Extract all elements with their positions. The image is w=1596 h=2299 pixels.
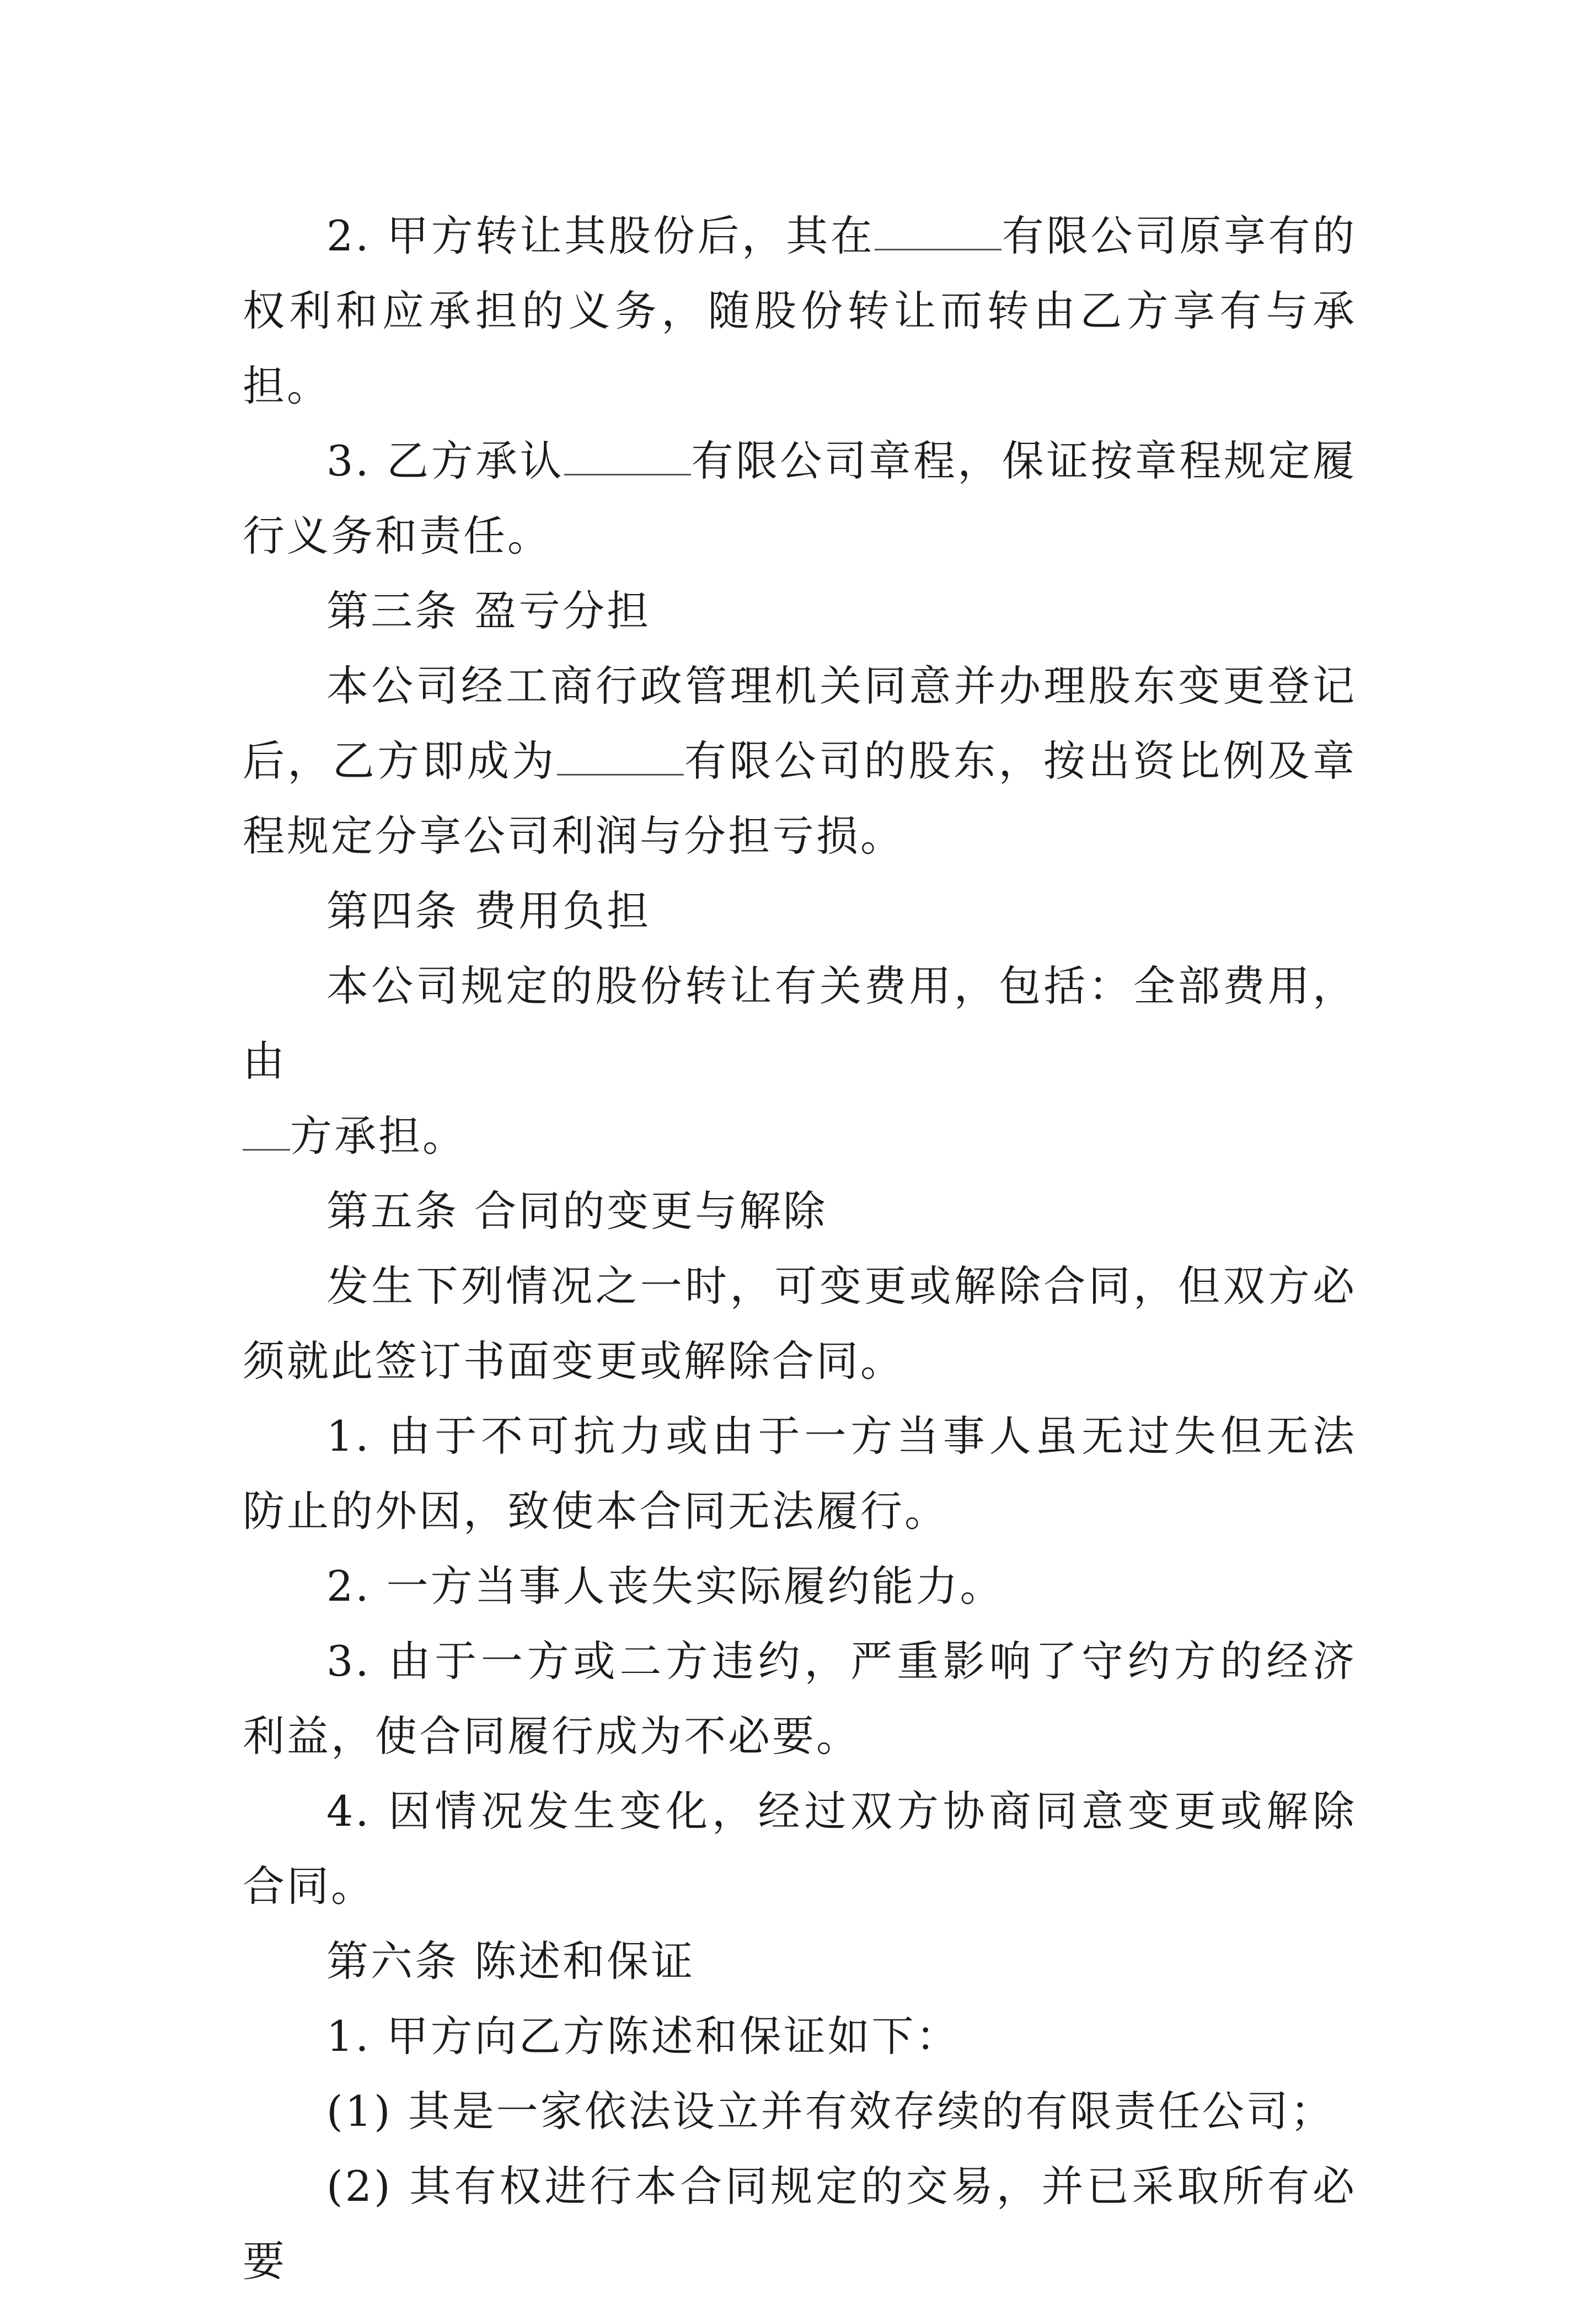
article-3-body xyxy=(243,649,1357,874)
blank-company-name xyxy=(564,440,691,475)
article-6-title: 第六条 陈述和保证 xyxy=(326,1937,695,1986)
clause-2-3 xyxy=(243,424,1357,574)
article-3-title: 第三条 盈亏分担 xyxy=(326,586,651,635)
clause-2-2-text-a: 2. 甲方转让其股份后，其在 xyxy=(326,211,875,260)
article-4-text-a: 本公司规定的股份转让有关费用，包括：全部费用，由 xyxy=(243,961,1357,1086)
article-4-body xyxy=(243,949,1357,1174)
article-5-item-4: 4. 因情况发生变化，经过双方协商同意变更或解除合同。 xyxy=(243,1787,1357,1911)
article-3-text-a: 本公司经工商行政管理机关同意并办理股东变更登记后，乙方即成为 xyxy=(243,661,1357,785)
article-4-text-b: 方承担。 xyxy=(290,1111,467,1161)
blank-company-name xyxy=(557,740,684,776)
clause-2-3-text-b: 有限公司章程，保证按章程规定履行义务和责任。 xyxy=(243,436,1357,560)
article-4-title: 第四条 费用负担 xyxy=(326,886,651,935)
document-body xyxy=(243,199,1357,2299)
clause-2-3-text-a: 3. 乙方承认 xyxy=(326,436,565,485)
article-5-title: 第五条 合同的变更与解除 xyxy=(326,1186,828,1236)
article-5-intro: 发生下列情况之一时，可变更或解除合同，但双方必须就此签订书面变更或解除合同。 xyxy=(243,1261,1357,1386)
article-5-item-3: 3. 由于一方或二方违约，严重影响了守约方的经济利益，使合同履行成为不必要。 xyxy=(243,1637,1357,1761)
article-5-item-1: 1. 由于不可抗力或由于一方当事人虽无过失但无法防止的外因，致使本合同无法履行。 xyxy=(243,1412,1357,1536)
article-6-sub-1: (1) 其是一家依法设立并有效存续的有限责任公司； xyxy=(326,2087,1335,2136)
article-5-item-2: 2. 一方当事人丧失实际履约能力。 xyxy=(326,1562,1004,1611)
clause-2-2-text-b: 有限公司原享有的权利和应承担的义务，随股份转让而转由乙方享有与承担。 xyxy=(243,211,1357,410)
clause-2-2 xyxy=(243,199,1357,424)
article-6-sub-2: (2) 其有权进行本合同规定的交易，并已采取所有必要 xyxy=(243,2162,1357,2286)
blank-party xyxy=(243,1115,290,1151)
article-6-item-1: 1. 甲方向乙方陈述和保证如下： xyxy=(326,2012,960,2061)
blank-company-name xyxy=(875,215,1001,250)
article-3-text-b: 有限公司的股东，按出资比例及章程规定分享公司利润与分担亏损。 xyxy=(243,736,1357,860)
